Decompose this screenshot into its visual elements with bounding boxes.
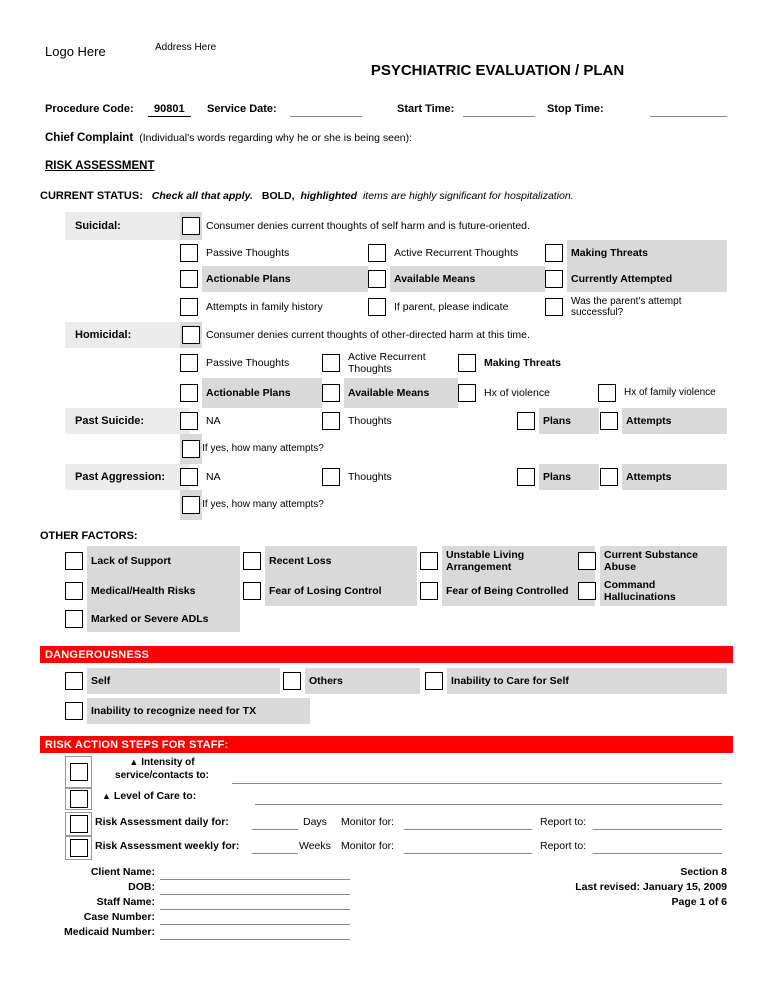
- label-danger-others: Others: [305, 668, 420, 694]
- past-aggression-plans-cell: [517, 464, 599, 490]
- checkbox-unstable-living[interactable]: [420, 552, 438, 570]
- danger-others-cell: [283, 668, 420, 694]
- checkbox-weekly[interactable]: [70, 839, 88, 857]
- label-past-aggression-thoughts: Thoughts: [348, 470, 392, 483]
- case-number-blank[interactable]: [160, 911, 350, 925]
- label-making-threats-1: Making Threats: [567, 240, 727, 266]
- checkbox-marked-adls[interactable]: [65, 610, 83, 628]
- checkbox-available-means-2[interactable]: [322, 384, 340, 402]
- label-fear-controlled: Fear of Being Controlled: [442, 576, 595, 606]
- checkbox-medical-health[interactable]: [65, 582, 83, 600]
- checkbox-inability-recognize[interactable]: [65, 702, 83, 720]
- row-label-homicidal: Homicidal:: [65, 322, 190, 348]
- row-label-suicidal: Suicidal:: [65, 212, 190, 240]
- up-arrow-icon: ▲: [129, 757, 139, 767]
- checkbox-past-aggression-na[interactable]: [180, 468, 198, 486]
- checkbox-actionable-plans-2[interactable]: [180, 384, 198, 402]
- daily-days-label: Days: [303, 816, 327, 828]
- label-unstable-living: Unstable Living Arrangement: [442, 546, 595, 576]
- level-care-label: Level of Care to:: [113, 790, 197, 802]
- label-if-parent: If parent, please indicate: [394, 300, 509, 313]
- label-available-means-2: Available Means: [344, 378, 458, 408]
- label-past-aggression-plans: Plans: [539, 464, 599, 490]
- past-suicide-thoughts-cell: [322, 408, 458, 434]
- parent-attempt-cell: [545, 292, 727, 322]
- footer-page: Page 1 of 6: [671, 896, 727, 908]
- daily-days-blank[interactable]: [252, 814, 298, 830]
- medical-health-cell: [65, 576, 240, 606]
- checkbox-attempts-family[interactable]: [180, 298, 198, 316]
- staff-name-blank[interactable]: [160, 896, 350, 910]
- checkbox-past-aggression-attempts[interactable]: [600, 468, 618, 486]
- currently-attempted-cell: [545, 266, 727, 292]
- homicidal-denies-cell: [206, 322, 726, 348]
- homicidal-denies-checkbox-cell: [180, 322, 202, 348]
- label-hx-family-violence: Hx of family violence: [624, 387, 716, 399]
- procedure-code-label: Procedure Code:: [45, 103, 134, 115]
- making-threats-2-cell: [458, 348, 598, 378]
- hx-violence-cell: [458, 378, 598, 408]
- fear-losing-cell: [243, 576, 417, 606]
- hx-family-violence-cell: [598, 378, 727, 408]
- staff-name-label: Staff Name:: [96, 896, 155, 908]
- passive-thoughts-2-cell: [180, 348, 322, 378]
- available-means-1-cell: [368, 266, 545, 292]
- checkbox-making-threats-1[interactable]: [545, 244, 563, 262]
- recent-loss-cell: [243, 546, 417, 576]
- dob-label: DOB:: [128, 881, 155, 893]
- start-time-label: Start Time:: [397, 103, 455, 115]
- checkbox-danger-others[interactable]: [283, 672, 301, 690]
- level-care-checkbox-cell: [65, 788, 92, 810]
- checkbox-active-recurrent-2[interactable]: [322, 354, 340, 372]
- past-suicide-attempts-cell: [600, 408, 727, 434]
- risk-action-banner: RISK ACTION STEPS FOR STAFF:: [40, 736, 733, 753]
- stop-time-label: Stop Time:: [547, 103, 604, 115]
- current-substance-cell: [578, 546, 727, 576]
- intensity-label: [92, 757, 232, 782]
- label-actionable-plans-2: Actionable Plans: [202, 378, 322, 408]
- intensity-blank[interactable]: [232, 768, 722, 784]
- label-passive-thoughts-2: Passive Thoughts: [206, 356, 290, 369]
- suicidal-denies-cell: [206, 212, 726, 240]
- checkbox-daily[interactable]: [70, 815, 88, 833]
- checkbox-past-suicide-na[interactable]: [180, 412, 198, 430]
- level-care-blank[interactable]: [255, 790, 722, 805]
- label-attempts-family: Attempts in family history: [206, 300, 323, 313]
- checkbox-hx-violence[interactable]: [458, 384, 476, 402]
- label-past-suicide-attempts: Attempts: [622, 408, 727, 434]
- label-lack-support: Lack of Support: [87, 546, 240, 576]
- if-parent-cell: [368, 292, 545, 322]
- other-factors-heading: OTHER FACTORS:: [40, 530, 138, 542]
- actionable-plans-2-cell: [180, 378, 322, 408]
- past-suicide-na-cell: [180, 408, 322, 434]
- checkbox-inability-care[interactable]: [425, 672, 443, 690]
- checkbox-past-aggression-thoughts[interactable]: [322, 468, 340, 486]
- daily-monitor-blank[interactable]: [404, 814, 532, 830]
- service-date-label: Service Date:: [207, 103, 277, 115]
- label-if-yes-1: If yes, how many attempts?: [202, 443, 324, 455]
- weekly-report-label: Report to:: [540, 840, 587, 852]
- weekly-monitor-label: Monitor for:: [341, 840, 395, 852]
- checkbox-passive-thoughts-2[interactable]: [180, 354, 198, 372]
- label-hx-violence: Hx of violence: [484, 386, 550, 399]
- risk-assessment-heading: RISK ASSESSMENT: [45, 160, 155, 172]
- checkbox-level-care[interactable]: [70, 790, 88, 808]
- current-status-note1: Check all that apply.: [151, 190, 253, 202]
- footer-last-revised: Last revised: January 15, 2009: [575, 881, 727, 893]
- label-marked-adls: Marked or Severe ADLs: [87, 606, 240, 632]
- marked-adls-cell: [65, 606, 240, 632]
- current-status-note3: highlighted: [300, 190, 358, 202]
- procedure-code-value: 90801: [148, 103, 191, 117]
- checkbox-command-hallucinations[interactable]: [578, 582, 596, 600]
- intensity-line1: Intensity of: [141, 757, 195, 768]
- past-aggression-na-cell: [180, 464, 322, 490]
- daily-monitor-label: Monitor for:: [341, 816, 395, 828]
- checkbox-actionable-plans-1[interactable]: [180, 270, 198, 288]
- weekly-weeks-blank[interactable]: [252, 838, 298, 854]
- label-making-threats-2: Making Threats: [484, 356, 562, 369]
- checkbox-if-yes-1[interactable]: [182, 440, 200, 458]
- medicaid-number-blank[interactable]: [160, 926, 350, 940]
- checkbox-passive-thoughts-1[interactable]: [180, 244, 198, 262]
- label-past-suicide-na: NA: [206, 414, 221, 427]
- up-arrow-icon: ▲: [102, 791, 111, 801]
- label-past-aggression-na: NA: [206, 470, 221, 483]
- label-recent-loss: Recent Loss: [265, 546, 417, 576]
- service-date-blank[interactable]: [290, 100, 362, 117]
- inability-recognize-cell: [65, 698, 310, 724]
- label-medical-health: Medical/Health Risks: [87, 576, 240, 606]
- if-yes-2-cell: [202, 490, 324, 520]
- row-label-past-suicide: Past Suicide:: [65, 408, 190, 434]
- label-danger-self: Self: [87, 668, 280, 694]
- checkbox-if-yes-2[interactable]: [182, 496, 200, 514]
- inability-care-cell: [425, 668, 727, 694]
- weekly-label: Risk Assessment weekly for:: [95, 840, 240, 852]
- logo-placeholder: Logo Here: [45, 44, 106, 59]
- current-status-note4: items are highly significant for hospitalization.: [362, 190, 574, 202]
- if-yes-1-cell: [202, 434, 324, 464]
- row-label-past-aggression: Past Aggression:: [65, 464, 190, 490]
- available-means-2-cell: [322, 378, 458, 408]
- checkbox-hx-family-violence[interactable]: [598, 384, 616, 402]
- stop-time-blank[interactable]: [650, 100, 727, 117]
- unstable-living-cell: [420, 546, 595, 576]
- checkbox-available-means-1[interactable]: [368, 270, 386, 288]
- suicidal-denies-text: Consumer denies current thoughts of self harm and is future-oriented.: [206, 219, 530, 232]
- daily-label: Risk Assessment daily for:: [95, 816, 229, 828]
- daily-checkbox-cell: [65, 812, 92, 836]
- case-number-label: Case Number:: [83, 911, 155, 923]
- active-recurrent-2-cell: [322, 348, 458, 378]
- checkbox-parent-attempt[interactable]: [545, 298, 563, 316]
- label-active-recurrent-2: Active Recurrent Thoughts: [348, 350, 426, 375]
- attempts-family-cell: [180, 292, 368, 322]
- command-hallucinations-cell: [578, 576, 727, 606]
- weekly-weeks-label: Weeks: [299, 840, 331, 852]
- current-status-note2: BOLD,: [261, 190, 295, 202]
- past-aggression-attempts-cell: [600, 464, 727, 490]
- past-suicide-plans-cell: [517, 408, 599, 434]
- checkbox-homicidal-denies[interactable]: [182, 326, 200, 344]
- making-threats-1-cell: [545, 240, 727, 266]
- client-name-blank[interactable]: [160, 866, 350, 880]
- client-name-label: Client Name:: [90, 866, 155, 878]
- checkbox-active-recurrent-1[interactable]: [368, 244, 386, 262]
- checkbox-recent-loss[interactable]: [243, 552, 261, 570]
- passive-thoughts-1-cell: [180, 240, 368, 266]
- dob-blank[interactable]: [160, 881, 350, 895]
- label-inability-care: Inability to Care for Self: [447, 668, 727, 694]
- checkbox-fear-losing[interactable]: [243, 582, 261, 600]
- current-status-label: CURRENT STATUS:: [40, 190, 143, 202]
- label-current-substance: Current Substance Abuse: [600, 546, 727, 576]
- checkbox-if-parent[interactable]: [368, 298, 386, 316]
- if-yes-2-checkbox-cell: [180, 490, 202, 520]
- label-fear-losing: Fear of Losing Control: [265, 576, 417, 606]
- daily-report-blank[interactable]: [593, 814, 722, 830]
- checkbox-making-threats-2[interactable]: [458, 354, 476, 372]
- weekly-report-blank[interactable]: [593, 838, 722, 854]
- checkbox-fear-controlled[interactable]: [420, 582, 438, 600]
- if-yes-1-checkbox-cell: [180, 434, 202, 464]
- checkbox-past-suicide-plans[interactable]: [517, 412, 535, 430]
- level-care-label-line: [102, 790, 196, 803]
- label-passive-thoughts-1: Passive Thoughts: [206, 246, 290, 259]
- checkbox-past-suicide-attempts[interactable]: [600, 412, 618, 430]
- chief-complaint-line: [45, 132, 412, 146]
- page-title: PSYCHIATRIC EVALUATION / PLAN: [370, 62, 625, 79]
- daily-report-label: Report to:: [540, 816, 587, 828]
- label-past-suicide-thoughts: Thoughts: [348, 414, 392, 427]
- medicaid-number-label: Medicaid Number:: [63, 926, 155, 938]
- suicidal-denies-checkbox-cell: [180, 212, 202, 240]
- weekly-checkbox-cell: [65, 836, 92, 860]
- chief-complaint-label: Chief Complaint: [45, 132, 134, 144]
- past-aggression-thoughts-cell: [322, 464, 458, 490]
- label-currently-attempted: Currently Attempted: [567, 266, 727, 292]
- checkbox-intensity[interactable]: [70, 763, 88, 781]
- label-command-hallucinations: Command Hallucinations: [600, 576, 727, 606]
- label-inability-recognize: Inability to recognize need for TX: [87, 698, 310, 724]
- dangerousness-banner: DANGEROUSNESS: [40, 646, 733, 663]
- label-parent-attempt: Was the parent's attempt successful?: [571, 295, 682, 318]
- weekly-monitor-blank[interactable]: [404, 838, 532, 854]
- checkbox-danger-self[interactable]: [65, 672, 83, 690]
- active-recurrent-1-cell: [368, 240, 545, 266]
- actionable-plans-1-cell: [180, 266, 368, 292]
- intensity-checkbox-cell: [65, 756, 92, 788]
- danger-self-cell: [65, 668, 280, 694]
- checkbox-current-substance[interactable]: [578, 552, 596, 570]
- footer-section: Section 8: [680, 866, 727, 878]
- start-time-blank[interactable]: [463, 100, 535, 117]
- lack-support-cell: [65, 546, 240, 576]
- checkbox-past-suicide-thoughts[interactable]: [322, 412, 340, 430]
- intensity-line2: service/contacts to:: [115, 769, 209, 781]
- current-status-line: [40, 190, 574, 203]
- checkbox-past-aggression-plans[interactable]: [517, 468, 535, 486]
- label-past-suicide-plans: Plans: [539, 408, 599, 434]
- chief-complaint-note: (Individual's words regarding why he or she is being seen):: [139, 132, 413, 144]
- checkbox-currently-attempted[interactable]: [545, 270, 563, 288]
- checkbox-lack-support[interactable]: [65, 552, 83, 570]
- address-placeholder: Address Here: [155, 42, 217, 53]
- label-if-yes-2: If yes, how many attempts?: [202, 499, 324, 511]
- homicidal-denies-text: Consumer denies current thoughts of other-directed harm at this time.: [206, 328, 530, 341]
- label-active-recurrent-1: Active Recurrent Thoughts: [394, 246, 519, 259]
- label-available-means-1: Available Means: [390, 266, 545, 292]
- fear-controlled-cell: [420, 576, 595, 606]
- checkbox-suicidal-denies[interactable]: [182, 217, 200, 235]
- label-past-aggression-attempts: Attempts: [622, 464, 727, 490]
- label-actionable-plans-1: Actionable Plans: [202, 266, 368, 292]
